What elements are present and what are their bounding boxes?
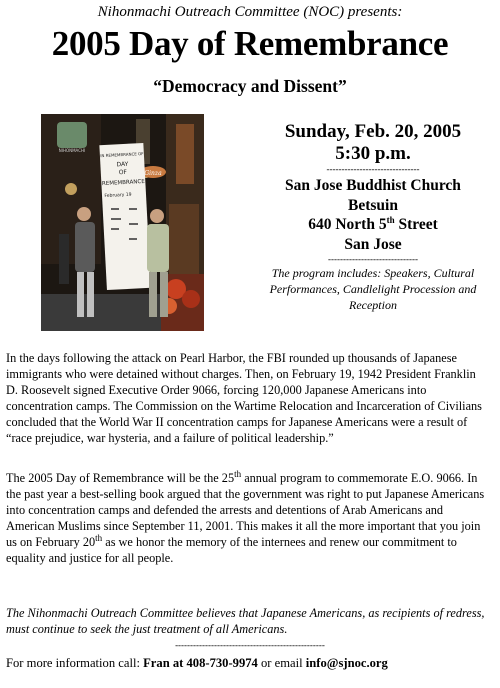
address-suffix: Street [394,216,438,233]
contact-middle: or email [257,656,306,670]
sign-line-2: DAY [116,160,129,169]
sign-line-4: REMEMBRANCE [101,178,145,188]
sign-line-1: IN REMEMBRANCE OF [100,150,144,159]
p2-part-b: annual program to commemorate E.O. 9066. In the past year a best-selling book argued that the government was right to put Japanese Americans into concentration camps and defended the arrests and detentions of Arab Americans and American Muslims since September 11, 2001. This makes it all the more important that you join us on February 20 [6,471,485,549]
contact-email[interactable]: info@sjnoc.org [305,656,388,670]
page-title: 2005 Day of Remembrance [51,24,449,63]
p2-sup-1: th [234,468,242,479]
venue-name: San Jose Buddhist Church [285,177,461,194]
p2-part-a: The 2005 Day of Remembrance will be the 25 [6,471,235,485]
shop-sign-text: Ginza [144,170,162,177]
divider-2: ------------------------------ [328,254,418,264]
event-date: Sunday, Feb. 20, 2005 [284,121,462,142]
history-paragraph: In the days following the attack on Pearl Harbor, the FBI rounded up thousands of Japanese immigrants who were detained without charges. Then, on February 19, 1942 President Franklin D. Roosevelt signed Executive Order 9066, forcing 120,000 Japanese Americans into concentration camps. The Commission on the Wartime Relocation and Incarceration of Civilians concluded that the World War II concentration camps for Japanese Americans were a result of “race prejudice, war hysteria, and a failure of political leadership.” [6,351,482,445]
contact-prefix: For more information call: [6,656,144,670]
p2-sup-2: th [95,532,103,543]
statement-paragraph: The Nihonmachi Outreach Committee believes that Japanese Americans, as recipients of redress, must continue to seek the just treatment of all Americans. [6,606,485,636]
divider-3: -------------------------------------------------- [175,640,325,650]
address-sup: th [386,214,395,225]
divider-1: ------------------------------- [326,164,420,174]
venue-city: San Jose [344,236,402,253]
program-description: The program includes: Speakers, Cultural Performances, Candlelight Procession and Reception [269,266,477,312]
contact-line [6,655,494,671]
event-time: 5:30 p.m. [335,143,411,164]
commemoration-paragraph [6,470,490,566]
page-subtitle: “Democracy and Dissent” [153,76,347,96]
procession-photo-illustration [41,114,204,331]
event-photo [41,114,204,331]
venue-address [258,215,488,234]
address-prefix: 640 North 5 [308,216,387,233]
venue-name-2: Betsuin [348,197,398,214]
p2-part-c: as we honor the memory of the internees and renew our commitment to equality and justice for all people. [6,535,457,565]
presenter-line: Nihonmachi Outreach Committee (NOC) presents: [97,4,403,20]
sign-line-3: OF [118,168,128,177]
lantern-sign-text: NIHONMACHI [58,148,86,153]
contact-phone: Fran at 408-730-9974 [143,656,258,670]
sign-line-5: February 19 [104,192,132,200]
